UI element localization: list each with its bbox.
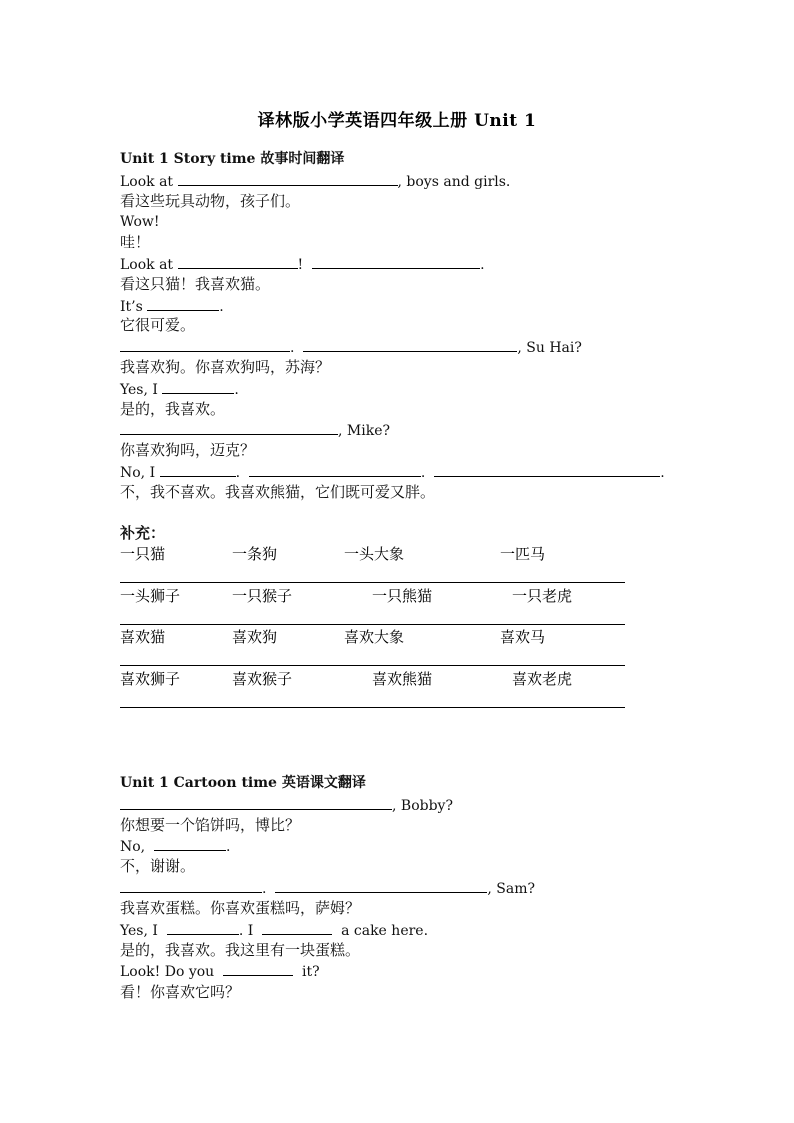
story-line-7: It’s . — [120, 299, 224, 315]
answer-blank[interactable] — [154, 837, 226, 851]
story-line-10: 我喜欢狗。你喜欢狗吗，苏海？ — [120, 358, 331, 376]
story-heading: Unit 1 Story time 故事时间翻译 — [120, 151, 345, 167]
answer-blank[interactable] — [167, 921, 239, 935]
story-line-12: 是的，我喜欢。 — [120, 400, 226, 418]
cartoon-line-10: 看！你喜欢它吗？ — [120, 983, 241, 1001]
vocab-word: 一只猫 — [120, 545, 166, 563]
cartoon-heading: Unit 1 Cartoon time 英语课文翻译 — [120, 775, 366, 791]
cartoon-line-4: 不，谢谢。 — [120, 857, 196, 875]
vocab-word: 一只老虎 — [512, 587, 573, 605]
answer-blank[interactable] — [160, 463, 236, 477]
answer-blank[interactable] — [120, 796, 392, 810]
cartoon-line-5: . , Sam? — [120, 879, 535, 898]
story-line-4: 哇！ — [120, 233, 151, 251]
answer-blank[interactable] — [120, 338, 290, 352]
answer-blank[interactable] — [275, 879, 487, 893]
story-line-5: Look at ! . — [120, 257, 485, 273]
answer-blank[interactable] — [120, 879, 262, 893]
cartoon-line-2: 你想要一个馅饼吗，博比？ — [120, 816, 301, 834]
answer-line[interactable] — [120, 665, 625, 666]
vocab-word: 喜欢猫 — [120, 628, 166, 646]
answer-blank[interactable] — [223, 962, 293, 976]
vocab-word: 喜欢猴子 — [232, 670, 293, 688]
vocab-word: 一条狗 — [232, 545, 278, 563]
answer-blank[interactable] — [312, 255, 480, 269]
story-line-9: . , Su Hai? — [120, 338, 582, 357]
answer-line[interactable] — [120, 624, 625, 625]
answer-blank[interactable] — [249, 463, 421, 477]
answer-line[interactable] — [120, 582, 625, 583]
story-line-6: 看这只猫！我喜欢猫。 — [120, 275, 271, 293]
answer-line[interactable] — [120, 707, 625, 708]
cartoon-line-7: Yes, I . I a cake here. — [120, 923, 429, 939]
answer-blank[interactable] — [178, 255, 298, 269]
vocab-word: 一头狮子 — [120, 587, 181, 605]
story-line-11: Yes, I . — [120, 382, 239, 398]
vocab-word: 喜欢狗 — [232, 628, 278, 646]
answer-blank[interactable] — [147, 297, 219, 311]
answer-blank[interactable] — [120, 421, 338, 435]
cartoon-line-6: 我喜欢蛋糕。你喜欢蛋糕吗，萨姆？ — [120, 899, 361, 917]
story-line-1: Look at , boys and girls. — [120, 174, 511, 190]
vocab-word: 喜欢狮子 — [120, 670, 181, 688]
vocab-word: 一匹马 — [500, 545, 546, 563]
story-line-8: 它很可爱。 — [120, 316, 196, 334]
answer-blank[interactable] — [178, 172, 398, 186]
cartoon-line-9: Look! Do you it? — [120, 964, 320, 980]
answer-blank[interactable] — [434, 463, 660, 477]
answer-blank[interactable] — [162, 380, 234, 394]
story-line-13: , Mike? — [120, 421, 390, 440]
supplement-heading: 补充： — [120, 524, 166, 542]
cartoon-line-8: 是的，我喜欢。我这里有一块蛋糕。 — [120, 941, 361, 959]
cartoon-line-1: , Bobby? — [120, 796, 453, 815]
page-title: 译林版小学英语四年级上册 Unit 1 — [257, 111, 537, 131]
vocab-word: 一头大象 — [344, 545, 405, 563]
vocab-word: 一只猴子 — [232, 587, 293, 605]
story-line-14: 你喜欢狗吗，迈克？ — [120, 441, 256, 459]
story-line-2: 看这些玩具动物，孩子们。 — [120, 192, 301, 210]
story-line-3: Wow! — [120, 214, 160, 230]
story-line-15: No, I . . . — [120, 465, 665, 481]
vocab-word: 喜欢老虎 — [512, 670, 573, 688]
story-line-16: 不，我不喜欢。我喜欢熊猫，它们既可爱又胖。 — [120, 483, 436, 501]
answer-blank[interactable] — [303, 338, 517, 352]
cartoon-line-3: No, . — [120, 839, 231, 855]
vocab-word: 喜欢熊猫 — [372, 670, 433, 688]
vocab-word: 喜欢马 — [500, 628, 546, 646]
vocab-word: 喜欢大象 — [344, 628, 405, 646]
vocab-word: 一只熊猫 — [372, 587, 433, 605]
answer-blank[interactable] — [262, 921, 332, 935]
